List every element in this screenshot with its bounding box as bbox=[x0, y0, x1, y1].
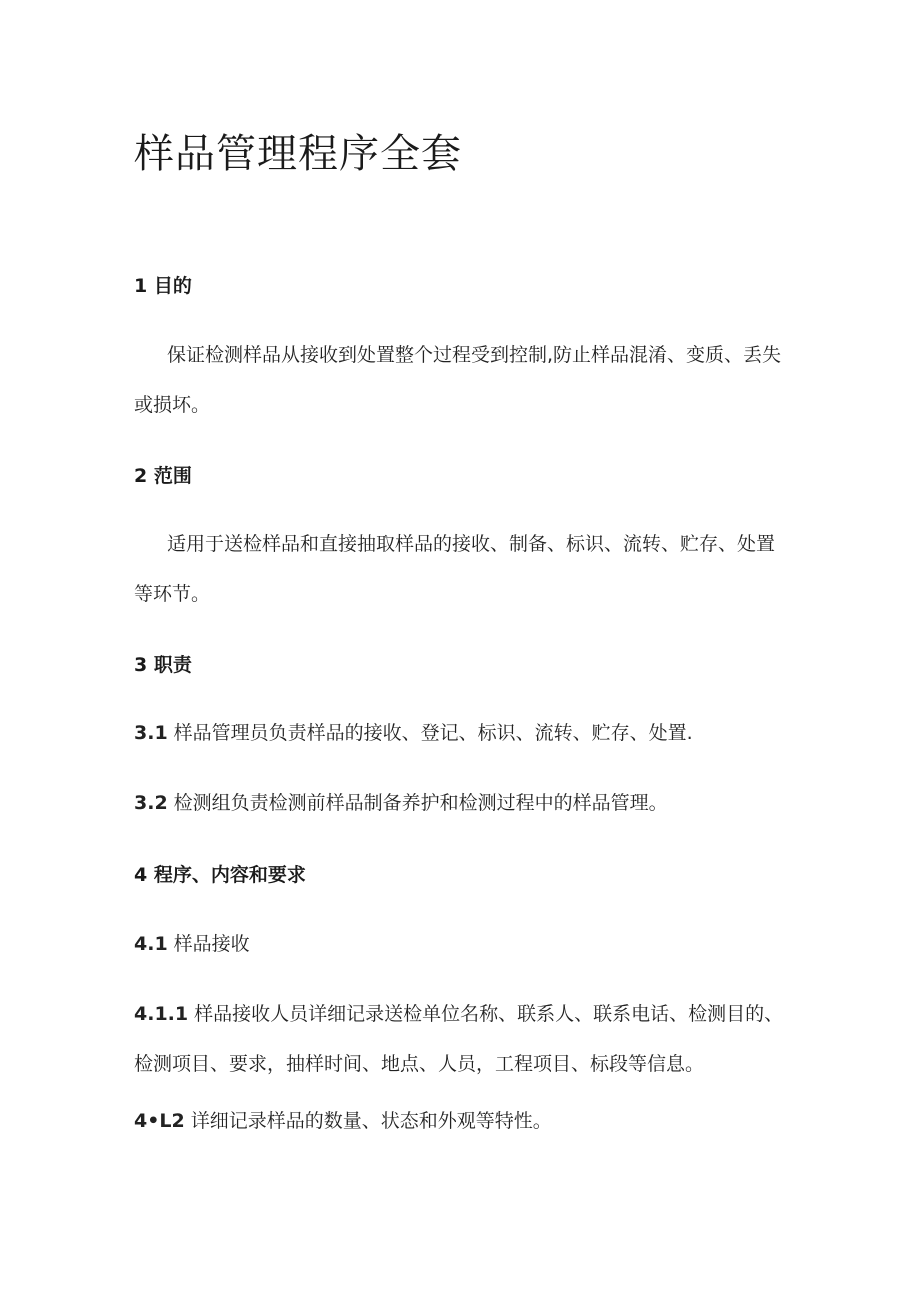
clause-4-1-2 bbox=[134, 1108, 552, 1134]
clause-text: 样品管理员负责样品的接收、登记、标识、流转、贮存、处置. bbox=[173, 722, 693, 744]
clause-4-1-1 bbox=[134, 989, 784, 1089]
clause-4-1 bbox=[134, 931, 250, 957]
clause-text: 样品接收人员详细记录送检单位名称、联系人、联系电话、检测目的、检测项目、要求，抽样时间、地点、人员，工程项目、标段等信息。 bbox=[134, 1003, 784, 1075]
clause-text: 检测组负责检测前样品制备养护和检测过程中的样品管理。 bbox=[173, 792, 668, 814]
clause-number: 4.1 bbox=[134, 933, 168, 955]
clause-number: 3.2 bbox=[134, 792, 168, 814]
clause-text: 样品接收 bbox=[173, 933, 250, 955]
clause-3-2 bbox=[134, 790, 668, 816]
clause-number: 4.1.1 bbox=[134, 1003, 189, 1025]
section-heading-responsibility: 3 职责 bbox=[134, 654, 192, 676]
clause-text: 详细记录样品的数量、状态和外观等特性。 bbox=[190, 1110, 552, 1132]
clause-number: 4•L2 bbox=[134, 1110, 185, 1132]
clause-3-1 bbox=[134, 720, 693, 746]
section-heading-purpose: 1 目的 bbox=[134, 275, 192, 297]
section-para-scope: 适用于送检样品和直接抽取样品的接收、制备、标识、流转、贮存、处置等环节。 bbox=[134, 533, 776, 605]
clause-number: 3.1 bbox=[134, 722, 168, 744]
section-heading-scope: 2 范围 bbox=[134, 465, 192, 487]
section-heading-procedure: 4 程序、内容和要求 bbox=[134, 864, 306, 886]
document-title: 样品管理程序全套 bbox=[134, 131, 462, 177]
section-para-purpose: 保证检测样品从接收到处置整个过程受到控制,防止样品混淆、变质、丢失或损坏。 bbox=[134, 344, 782, 416]
